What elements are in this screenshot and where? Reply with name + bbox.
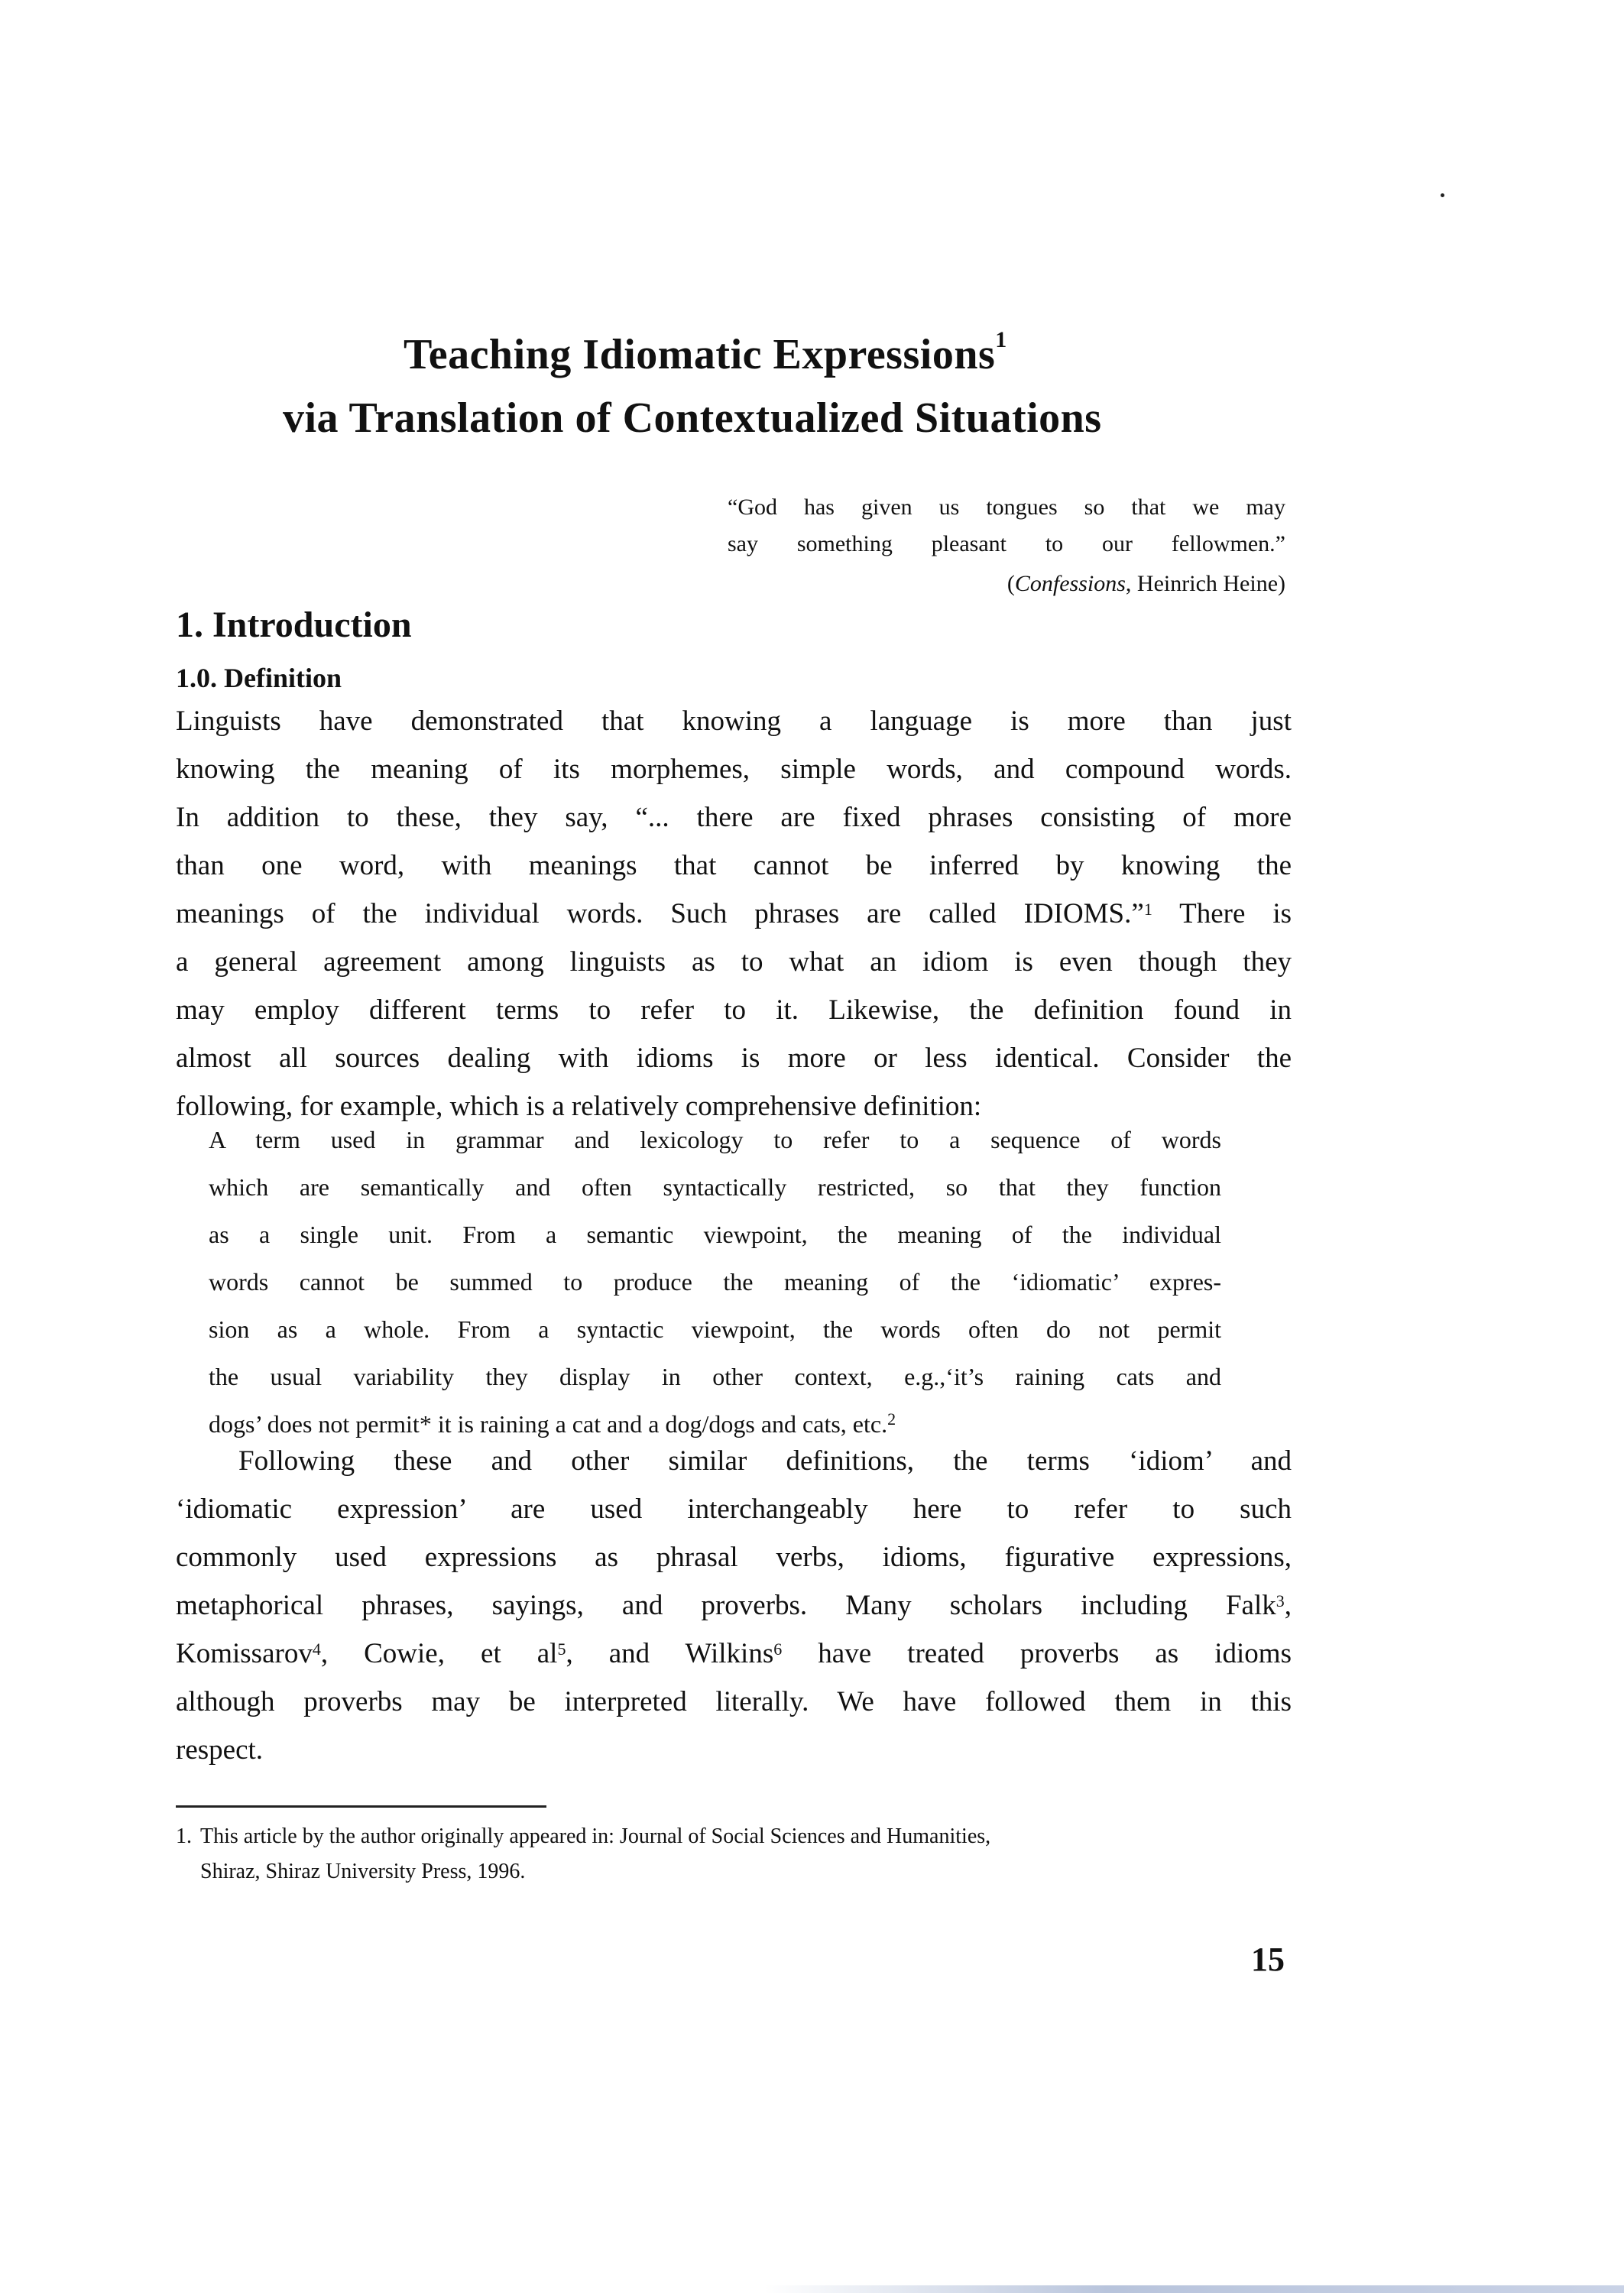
text-fragment: There is — [1152, 898, 1292, 929]
scan-artifact-dot — [1441, 193, 1444, 197]
footnote-marker: 1 — [1143, 900, 1152, 919]
scan-edge-artifact — [764, 2285, 1624, 2293]
paragraph-1 — [176, 697, 1292, 1130]
quote-line: sion as a whole. From a syntactic viewpoint, the words often do not permit — [209, 1315, 1221, 1343]
text-line: although proverbs may be interpreted literally. We have followed them in this — [176, 1686, 1292, 1717]
attribution-paren: ( — [1006, 571, 1015, 596]
text-fragment: dogs’ does not permit* it is raining a cat and a dog/dogs and cats, etc. — [209, 1410, 888, 1438]
text-fragment: metaphorical phrases, sayings, and proverbs. Many scholars including Falk — [176, 1590, 1276, 1621]
text-fragment: , Cowie, et al — [320, 1638, 558, 1669]
footnote-text-continued: Shiraz, Shiraz University Press, 1996. — [200, 1860, 526, 1883]
text-line: ‘idiomatic expression’ are used interchangeably here to refer to such — [176, 1494, 1292, 1525]
text-line — [176, 890, 1292, 938]
quote-line: the usual variability they display in other context, e.g.,‘it’s raining cats and — [209, 1363, 1221, 1390]
footnote-marker: 2 — [887, 1409, 896, 1429]
text-line: almost all sources dealing with idioms is more or less identical. Consider the — [176, 1043, 1292, 1074]
footnote-marker: 5 — [557, 1639, 566, 1659]
text-line: following, for example, which is a relatively comprehensive definition: — [176, 1091, 982, 1122]
text-line: than one word, with meanings that cannot be inferred by knowing the — [176, 850, 1292, 881]
title-line-2: via Translation of Contextualized Situations — [283, 394, 1102, 442]
text-fragment: , — [1284, 1590, 1292, 1621]
text-line: respect. — [176, 1734, 264, 1766]
text-line — [176, 1630, 1292, 1678]
footnote-1 — [176, 1819, 1292, 1889]
footnote-number: 1. — [176, 1824, 192, 1848]
epigraph — [728, 489, 1285, 602]
text-line: Following these and other similar definitions, the terms ‘idiom’ and — [238, 1445, 1292, 1477]
text-line: a general agreement among linguists as to what an idiom is even though they — [176, 946, 1292, 978]
page-number: 15 — [1251, 1941, 1285, 1978]
subsection-heading: 1.0. Definition — [176, 663, 342, 693]
attribution-work: Confessions — [1014, 571, 1126, 596]
title-text: Teaching Idiomatic Expressions — [404, 331, 996, 378]
quote-line: which are semantically and often syntactically restricted, so that they function — [209, 1173, 1221, 1201]
text-line: knowing the meaning of its morphemes, simple words, and compound words. — [176, 754, 1292, 785]
text-line: commonly used expressions as phrasal verbs, idioms, figurative expressions, — [176, 1542, 1292, 1573]
quote-line: A term used in grammar and lexicology to refer to a sequence of words — [209, 1126, 1221, 1153]
quote-line: as a single unit. From a semantic viewpoint, the meaning of the individual — [209, 1221, 1221, 1248]
footnote-text: This article by the author originally appeared in: Journal of Social Sciences and Humanities, — [200, 1824, 991, 1848]
epigraph-attribution — [728, 566, 1285, 602]
attribution-author: , Heinrich Heine) — [1125, 571, 1285, 596]
section-heading: 1. Introduction — [176, 605, 412, 645]
text-fragment: , and Wilkins — [566, 1638, 774, 1669]
text-line — [176, 1581, 1292, 1630]
footnote-marker: 3 — [1276, 1591, 1285, 1610]
paragraph-2 — [176, 1437, 1292, 1774]
title-footnote-marker: 1 — [995, 327, 1007, 352]
footnote-separator — [176, 1805, 546, 1808]
text-line: Linguists have demonstrated that knowing a language is more than just — [176, 705, 1292, 737]
epigraph-line: say something pleasant to our fellowmen.” — [728, 531, 1285, 556]
footnote-marker: 4 — [312, 1639, 321, 1659]
text-line: may employ different terms to refer to it. Likewise, the definition found in — [176, 994, 1292, 1026]
text-line: In addition to these, they say, “... there are fixed phrases consisting of more — [176, 802, 1292, 833]
text-fragment: meanings of the individual words. Such phrases are called IDIOMS.” — [176, 898, 1144, 929]
text-fragment: have treated proverbs as idioms — [782, 1638, 1292, 1669]
quote-line: words cannot be summed to produce the meaning of the ‘idiomatic’ expres- — [209, 1268, 1221, 1296]
footnote-marker: 6 — [773, 1639, 783, 1659]
epigraph-line: “God has given us tongues so that we may — [728, 495, 1285, 520]
title-line-1 — [404, 327, 1624, 379]
text-fragment: Komissarov — [176, 1638, 313, 1669]
definition-blockquote — [209, 1116, 1221, 1448]
